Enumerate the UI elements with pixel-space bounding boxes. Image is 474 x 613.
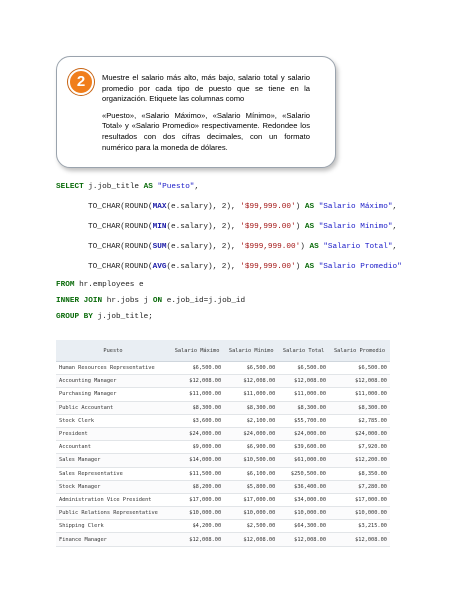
step-number-badge: 2	[68, 69, 94, 95]
cell-puesto: Purchasing Manager	[56, 388, 170, 401]
cell-salary-value: $12,200.00	[329, 454, 390, 467]
table-row	[56, 454, 390, 467]
cell-salary-value: $11,500.00	[170, 467, 224, 480]
cell-salary-value: $11,000.00	[278, 388, 329, 401]
table-row	[56, 507, 390, 520]
sql-line-join: INNER JOIN hr.jobs j ON e.job_id=j.job_id	[56, 297, 246, 305]
cell-salary-value: $8,300.00	[224, 401, 278, 414]
cell-salary-value: $6,500.00	[170, 362, 224, 375]
cell-salary-value: $10,000.00	[224, 507, 278, 520]
table-row	[56, 493, 390, 506]
table-row	[56, 414, 390, 427]
cell-salary-value: $5,800.00	[224, 480, 278, 493]
cell-salary-value: $12,008.00	[170, 375, 224, 388]
cell-salary-value: $3,600.00	[170, 414, 224, 427]
cell-salary-value: $2,100.00	[224, 414, 278, 427]
cell-salary-value: $9,000.00	[170, 441, 224, 454]
sql-line-avg: TO_CHAR(ROUND(AVG(e.salary), 2), '$99,999.00') AS "Salario Promedio"	[88, 263, 402, 271]
cell-salary-value: $8,200.00	[170, 480, 224, 493]
cell-salary-value: $10,000.00	[278, 507, 329, 520]
cell-salary-value: $10,000.00	[170, 507, 224, 520]
cell-salary-value: $6,100.00	[224, 467, 278, 480]
table-row	[56, 375, 390, 388]
column-header-salario-promedio: Salario Promedio	[329, 340, 390, 362]
cell-salary-value: $34,000.00	[278, 493, 329, 506]
table-row	[56, 441, 390, 454]
cell-puesto: Public Relations Representative	[56, 507, 170, 520]
sql-line-min: TO_CHAR(ROUND(MIN(e.salary), 2), '$99,999.00') AS "Salario Mínimo",	[88, 223, 398, 231]
cell-salary-value: $55,700.00	[278, 414, 329, 427]
cell-puesto: Sales Manager	[56, 454, 170, 467]
cell-salary-value: $10,000.00	[329, 507, 390, 520]
results-table	[56, 340, 390, 547]
sql-line-from: FROM hr.employees e	[56, 281, 144, 289]
table-row	[56, 467, 390, 480]
cell-puesto: Accounting Manager	[56, 375, 170, 388]
cell-salary-value: $12,008.00	[224, 375, 278, 388]
cell-puesto: Finance Manager	[56, 533, 170, 546]
cell-salary-value: $4,200.00	[170, 520, 224, 533]
cell-puesto: Shipping Clerk	[56, 520, 170, 533]
cell-salary-value: $17,000.00	[224, 493, 278, 506]
cell-salary-value: $8,300.00	[170, 401, 224, 414]
cell-salary-value: $8,300.00	[329, 401, 390, 414]
cell-puesto: Stock Manager	[56, 480, 170, 493]
column-header-salario-minimo: Salario Mínimo	[224, 340, 278, 362]
table-row	[56, 533, 390, 546]
cell-salary-value: $14,000.00	[170, 454, 224, 467]
cell-salary-value: $61,000.00	[278, 454, 329, 467]
table-row	[56, 362, 390, 375]
table-row	[56, 427, 390, 440]
table-row	[56, 401, 390, 414]
cell-salary-value: $11,000.00	[170, 388, 224, 401]
cell-salary-value: $24,000.00	[278, 427, 329, 440]
cell-salary-value: $7,280.00	[329, 480, 390, 493]
table-row	[56, 480, 390, 493]
cell-salary-value: $12,008.00	[224, 533, 278, 546]
table-header-row	[56, 340, 390, 362]
cell-salary-value: $6,500.00	[278, 362, 329, 375]
table-row	[56, 388, 390, 401]
cell-salary-value: $6,500.00	[224, 362, 278, 375]
cell-salary-value: $17,000.00	[170, 493, 224, 506]
cell-salary-value: $36,400.00	[278, 480, 329, 493]
cell-salary-value: $250,500.00	[278, 467, 329, 480]
cell-salary-value: $17,000.00	[329, 493, 390, 506]
column-header-salario-total: Salario Total	[278, 340, 329, 362]
column-header-salario-maximo: Salario Máximo	[170, 340, 224, 362]
cell-salary-value: $24,000.00	[224, 427, 278, 440]
cell-salary-value: $12,008.00	[329, 533, 390, 546]
cell-salary-value: $24,000.00	[329, 427, 390, 440]
sql-line-group-by: GROUP BY j.job_title;	[56, 313, 153, 321]
table-row	[56, 520, 390, 533]
cell-salary-value: $3,215.00	[329, 520, 390, 533]
cell-salary-value: $2,500.00	[224, 520, 278, 533]
cell-salary-value: $12,008.00	[329, 375, 390, 388]
instruction-text	[102, 73, 310, 159]
cell-salary-value: $12,008.00	[278, 375, 329, 388]
cell-salary-value: $7,920.00	[329, 441, 390, 454]
cell-puesto: Administration Vice President	[56, 493, 170, 506]
column-header-puesto: Puesto	[56, 340, 170, 362]
cell-salary-value: $10,500.00	[224, 454, 278, 467]
cell-salary-value: $11,000.00	[329, 388, 390, 401]
instruction-paragraph-2: «Puesto», «Salario Máximo», «Salario Mínimo», «Salario Total» y «Salario Promedio» respectivamente. Redondee los resultados con dos cifras decimales, con un formato numérico para la moneda de dólares.	[102, 110, 310, 152]
cell-salary-value: $64,300.00	[278, 520, 329, 533]
cell-salary-value: $12,008.00	[170, 533, 224, 546]
cell-salary-value: $6,900.00	[224, 441, 278, 454]
cell-salary-value: $12,008.00	[278, 533, 329, 546]
cell-salary-value: $24,000.00	[170, 427, 224, 440]
cell-puesto: Accountant	[56, 441, 170, 454]
cell-salary-value: $39,600.00	[278, 441, 329, 454]
cell-salary-value: $8,350.00	[329, 467, 390, 480]
cell-salary-value: $11,000.00	[224, 388, 278, 401]
cell-salary-value: $6,500.00	[329, 362, 390, 375]
cell-salary-value: $8,300.00	[278, 401, 329, 414]
sql-line-max: TO_CHAR(ROUND(MAX(e.salary), 2), '$99,999.00') AS "Salario Máximo",	[88, 203, 398, 211]
sql-line-sum: TO_CHAR(ROUND(SUM(e.salary), 2), '$999,999.00') AS "Salario Total",	[88, 243, 398, 251]
cell-puesto: Public Accountant	[56, 401, 170, 414]
cell-puesto: President	[56, 427, 170, 440]
instruction-paragraph-1: Muestre el salario más alto, más bajo, salario total y salario promedio por cada tipo de puesto que se tiene en la organización. Etiquete las columnas como	[102, 73, 310, 104]
cell-puesto: Stock Clerk	[56, 414, 170, 427]
cell-puesto: Human Resources Representative	[56, 362, 170, 375]
results-table-body	[56, 362, 390, 547]
sql-code-block	[56, 183, 402, 321]
cell-puesto: Sales Representative	[56, 467, 170, 480]
cell-salary-value: $2,785.00	[329, 414, 390, 427]
sql-line-select: SELECT j.job_title AS "Puesto",	[56, 183, 200, 191]
